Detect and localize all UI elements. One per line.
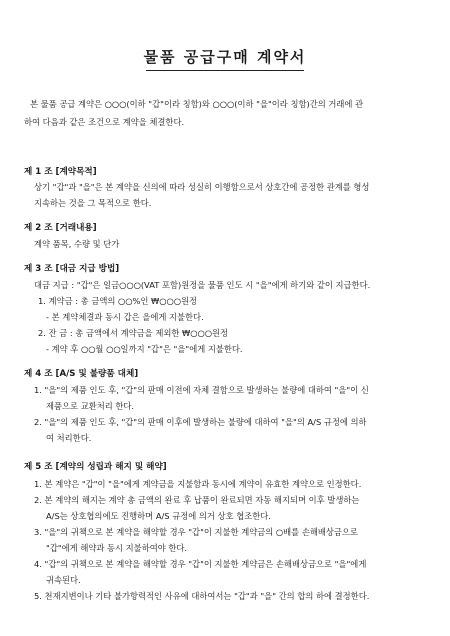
article-4-line: 여 처리한다. (46, 433, 92, 443)
article-2-heading: 제 2 조 [거래내용] (24, 223, 97, 233)
article-3-line: 2. 잔 금 : 총 금액에서 계약금을 제외한 ₩○○○원정 (38, 328, 228, 338)
article-5-line: 4. "갑"의 귀책으로 본 계약을 해약할 경우 "갑"이 지불한 계약금은 손해배상금으로 "을"에게 (34, 559, 367, 569)
article-5-line: 귀속된다. (46, 575, 81, 585)
article-3-line: 대금 지급 : "갑"은 일금○○○(VAT 포함)원정을 물품 인도 시 "을"에게 하기와 같이 지급한다. (34, 280, 371, 290)
article-5-line: A/S는 상호협의에도 진행하며 A/S 규정에 의거 상호 협조한다. (46, 511, 271, 521)
article-3-line: - 계약 후 ○○월 ○○일까지 "갑"은 "을"에게 지불한다. (46, 344, 243, 354)
article-4-line: 2. "을"의 제품 인도 후, "갑"의 판매 이후에 발생하는 불량에 대하여 "을"의 A/S 규정에 의하 (34, 417, 367, 427)
article-5-heading: 제 5 조 [계약의 성립과 해지 및 해약] (24, 462, 167, 472)
article-3-line: 1. 계약금 : 총 금액의 ○○%인 ₩○○○원정 (38, 296, 197, 306)
intro-line: 본 물품 공급 계약은 ○○○(이하 "갑"이라 칭함)와 ○○○(이하 "을"이라 칭함)간의 거래에 관 (30, 99, 364, 109)
article-5-line: 2. 본 계약의 해지는 계약 총 금액의 완료 후 납품이 완료되면 자동 해지되며 이후 발생하는 (34, 495, 360, 505)
article-4-line: 1. "을"의 제품 인도 후, "갑"의 판매 이전에 자체 결함으로 발생하는 불량에 대하여 "을"이 신 (34, 385, 369, 395)
article-1-heading: 제 1 조 [계약목적] (24, 167, 97, 177)
article-3-heading: 제 3 조 [대금 지급 방법] (24, 264, 120, 274)
article-2-line: 계약 품목, 수량 및 단가 (34, 239, 120, 249)
article-5-line: 3. "을"의 귀책으로 본 계약을 해약할 경우 "갑"이 지불한 계약금의 ○배를 손해배상금으로 (34, 527, 358, 537)
article-5-line: "갑"에게 해약과 동시 지불하여야 한다. (46, 543, 188, 553)
title-underline (146, 70, 304, 71)
document-title: 물품 공급구매 계약서 (143, 48, 307, 66)
article-1-line: 상기 "갑"과 "을"은 본 계약을 신의에 따라 성실히 이행함으로서 상호간에 공정한 관계를 형성 (34, 182, 370, 192)
article-5-line: 5. 천재지변이나 기타 불가항력적인 사유에 대하여서는 "갑"과 "을" 간의 합의 하에 결정한다. (34, 591, 370, 601)
article-4-heading: 제 4 조 [A/S 및 불량품 대체] (24, 369, 139, 379)
intro-line: 하여 다음과 같은 조건으로 계약을 체결한다. (24, 117, 185, 127)
article-4-line: 제품으로 교환처리 한다. (46, 401, 135, 411)
article-3-line: - 본 계약체결과 동시 갑은 을에게 지불한다. (46, 312, 204, 322)
article-5-line: 1. 본 계약은 "갑"이 "을"에게 계약금을 지불함과 동시에 계약이 유효한 계약으로 인정한다. (34, 479, 362, 489)
article-1-line: 지속하는 것을 그 목적으로 한다. (34, 198, 152, 208)
